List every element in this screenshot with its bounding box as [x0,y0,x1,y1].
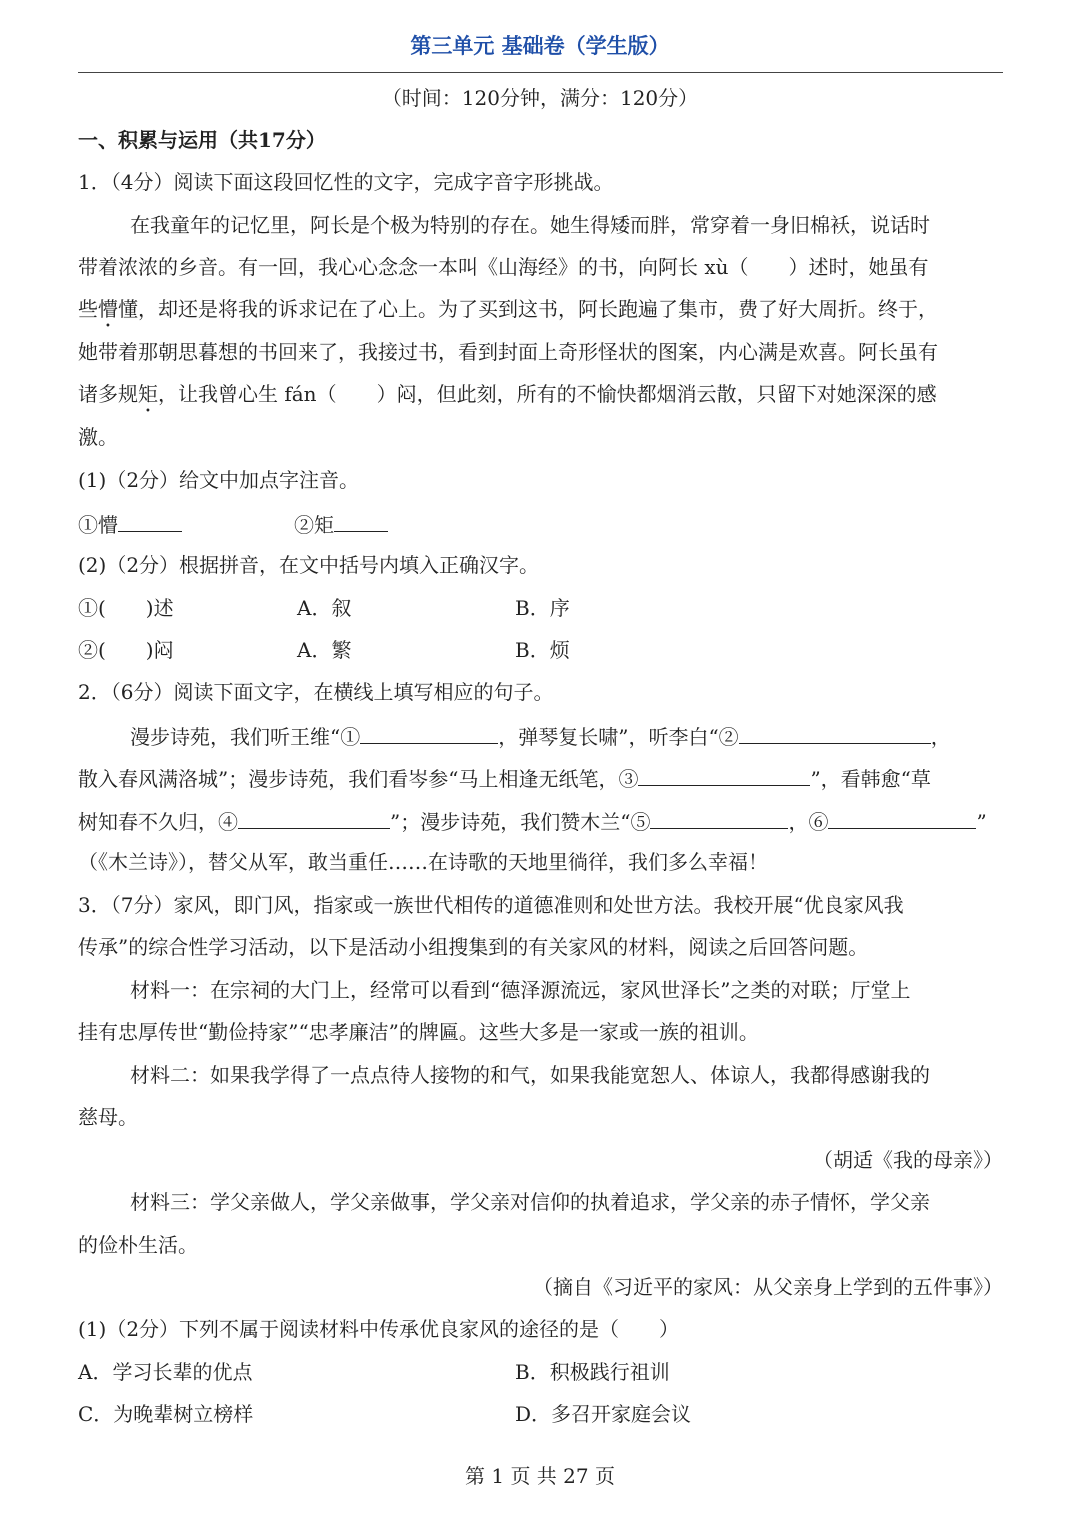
subquestion-2-stem: (2)（2分）根据拼音，在文中括号内填入正确汉字。 [78,553,540,577]
answer-blank[interactable] [238,806,390,829]
option-b[interactable]: B．序 [515,596,570,620]
option-b[interactable]: B．烦 [515,638,570,662]
passage-text: ，让我曾心生 fán（ ）闷，但此刻，所有的不愉快都烟消云散，只留下对她深深的感 [158,382,937,406]
answer-blank[interactable] [118,509,182,532]
choice-label: ②( )闷 [78,638,174,662]
subquestion-stem: (1)（2分）下列不属于阅读材料中传承优良家风的途径的是（ ） [78,1317,680,1341]
page-number: 第 1 页 共 27 页 [465,1464,615,1488]
fill-line: 树知春不久归，④ ”；漫步诗苑，我们赞木兰“⑤ ，⑥ ” [78,806,1003,836]
passage-text: 懂，却还是将我的诉求记在了心上。为了买到这书，阿长跑遍了集市，费了好大周折。终于， [118,297,938,321]
answer-blank[interactable] [638,763,810,786]
answer-blank[interactable] [334,509,388,532]
pinyin-item-2: ②矩 [294,509,388,539]
material-2: 慈母。 [78,1105,138,1129]
material-1: 材料一：在宗祠的大门上，经常可以看到“德泽源流远，家风世泽长”之类的对联；厅堂上 [130,978,911,1002]
question-3-stem: 3．（7分）家风，即门风，指家或一族世代相传的道德准则和处世方法。我校开展“优良家风我 [78,893,904,917]
passage-text: 诸多规 [78,382,138,406]
header-divider [78,72,1003,73]
fill-line: 散入春风满洛城”；漫步诗苑，我们看岑参“马上相逢无纸笔，③ ”，看韩愈“草 [78,763,1003,793]
material-3-source: （摘自《习近平的家风：从父亲身上学到的五件事》） [533,1275,1003,1299]
passage-line: 带着浓浓的乡音。有一回，我心心念念一本叫《山海经》的书，向阿长 xù（ ）述时，她虽有 [78,255,929,279]
question-1-stem: 1．（4分）阅读下面这段回忆性的文字，完成字音字形挑战。 [78,170,614,194]
question-2-stem: 2．（6分）阅读下面文字，在横线上填写相应的句子。 [78,680,554,704]
passage-line [78,295,1003,332]
option-a[interactable]: A．叙 [297,596,352,620]
option-c[interactable]: C．为晚辈树立榜样 [78,1402,254,1426]
fill-line: 漫步诗苑，我们听王维“① ，弹琴复长啸”，听李白“② ， [130,721,1003,751]
subquestion-1-stem: (1)（2分）给文中加点字注音。 [78,468,360,492]
material-3: 材料三：学父亲做人，学父亲做事，学父亲对信仰的执着追求，学父亲的赤子情怀，学父亲 [130,1190,930,1214]
dotted-char: 懵 [98,297,118,321]
material-1: 挂有忠厚传世“勤俭持家”“忠孝廉洁”的牌匾。这些大多是一家或一族的祖训。 [78,1020,759,1044]
passage-text: 些 [78,297,98,321]
pinyin-item-1: ①懵 [78,509,182,539]
option-d[interactable]: D．多召开家庭会议 [515,1402,692,1426]
passage-line [78,380,1003,417]
option-a[interactable]: A．学习长辈的优点 [78,1360,253,1384]
choice-label: ①( )述 [78,596,174,620]
fill-line: （《木兰诗》），替父从军，敢当重任……在诗歌的天地里徜徉，我们多么幸福！ [78,850,768,874]
option-b[interactable]: B．积极践行祖训 [515,1360,670,1384]
material-2-source: （胡适《我的母亲》） [813,1148,1003,1172]
dotted-char: 矩 [138,382,158,406]
section-heading: 一、积累与运用（共17分） [78,128,326,152]
answer-blank[interactable] [650,806,788,829]
question-3-stem: 传承”的综合性学习活动，以下是活动小组搜集到的有关家风的材料，阅读之后回答问题。 [78,935,869,959]
answer-blank[interactable] [360,721,498,744]
document-title: 第三单元 基础卷（学生版） [410,34,670,58]
passage-line: 在我童年的记忆里，阿长是个极为特别的存在。她生得矮而胖，常穿着一身旧棉袄，说话时 [130,213,930,237]
passage-line: 她带着那朝思暮想的书回来了，我接过书，看到封面上奇形怪状的图案，内心满是欢喜。阿长虽有 [78,340,938,364]
material-2: 材料二：如果我学得了一点点待人接物的和气，如果我能宽恕人、体谅人，我都得感谢我的 [130,1063,930,1087]
exam-info: （时间：120分钟，满分：120分） [381,86,699,110]
answer-blank[interactable] [828,806,976,829]
passage-line: 激。 [78,425,118,449]
answer-blank[interactable] [739,721,931,744]
option-a[interactable]: A．繁 [297,638,352,662]
material-3: 的俭朴生活。 [78,1233,198,1257]
